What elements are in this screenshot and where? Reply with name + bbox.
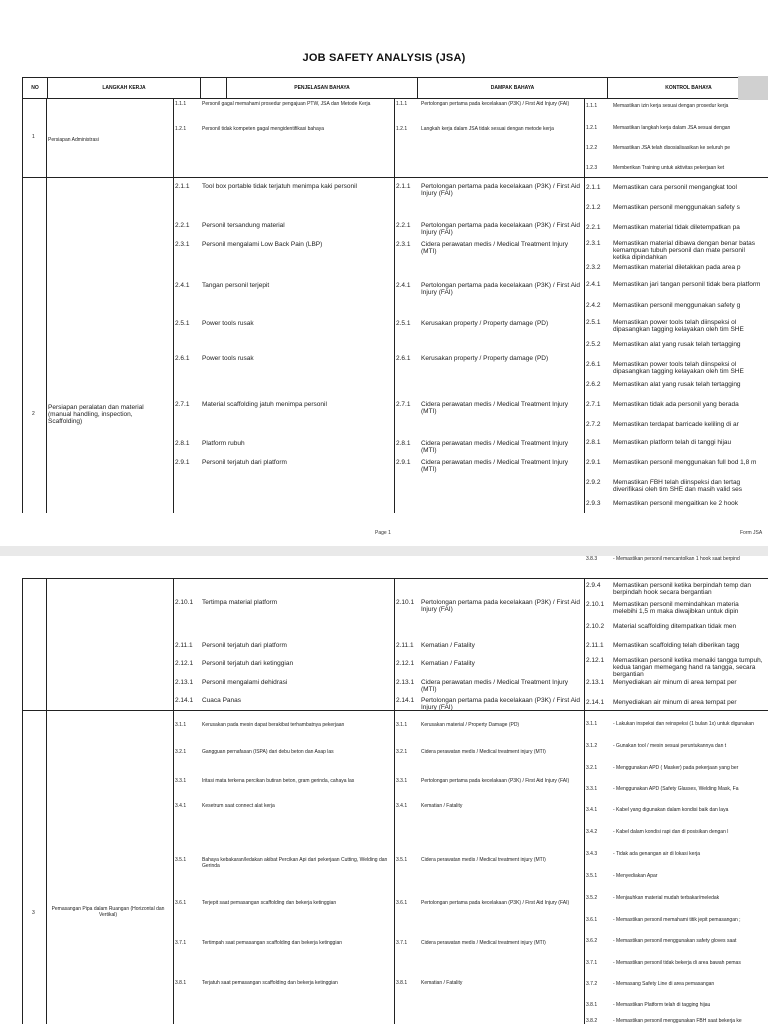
impact-number: 2.11.1 bbox=[396, 642, 414, 649]
impact-number: 2.5.1 bbox=[396, 320, 411, 327]
impact-number: 1.2.1 bbox=[396, 126, 408, 132]
control-number: 3.6.2 bbox=[586, 938, 598, 944]
section-step: Persiapan peralatan dan material (manual handling, inspection, Scaffolding) bbox=[48, 404, 144, 425]
impact-text: Kematian / Fatality bbox=[421, 660, 475, 667]
control-text: Menyediakan air minum di area tempat per bbox=[613, 699, 737, 706]
control-number: 2.10.2 bbox=[586, 623, 605, 630]
hazard-number: 2.11.1 bbox=[175, 642, 193, 649]
grid-line bbox=[46, 578, 47, 1024]
document-title: JOB SAFETY ANALYSIS (JSA) bbox=[302, 52, 466, 64]
hazard-text: Personil mengalami dehidrasi bbox=[202, 679, 288, 686]
control-text: - Memasang Safety Line di area pemasangan bbox=[613, 981, 715, 987]
table-header bbox=[22, 77, 768, 99]
hazard-number: 2.14.1 bbox=[175, 697, 194, 704]
control-text: - Memastikan personil menggunakan FBH saat bekerja ke bbox=[613, 1018, 742, 1024]
control-text: Memastikan JSA telah disosialisasikan ke seluruh pe bbox=[613, 145, 731, 151]
control-text: Memastikan izin kerja sesuai dengan prosedur kerja bbox=[613, 103, 729, 109]
impact-number: 3.1.1 bbox=[396, 722, 408, 728]
grid-line bbox=[584, 99, 585, 513]
section-no: 2 bbox=[32, 411, 35, 417]
hazard-number: 2.9.1 bbox=[175, 459, 190, 466]
control-text: Material scaffolding ditempatkan tidak men bbox=[613, 623, 737, 630]
hazard-text: Material scaffolding jatuh menimpa personil bbox=[202, 401, 327, 408]
control-number: 3.3.1 bbox=[586, 786, 598, 792]
hazard-text: Power tools rusak bbox=[202, 355, 254, 362]
control-text: Memastikan personil menggunakan safety s bbox=[613, 204, 740, 211]
impact-number: 1.1.1 bbox=[396, 101, 408, 107]
control-text: Memastikan terdapat barricade keliling di ar bbox=[613, 421, 739, 428]
hazard-number: 2.13.1 bbox=[175, 679, 194, 686]
impact-text: Cidera perawatan medis / Medical Treatment Injury (MTI) bbox=[421, 401, 569, 415]
control-number: 2.6.2 bbox=[586, 381, 601, 388]
control-text: Memastikan personil ketika berpindah temp dan berpindah hook secara bergantian bbox=[613, 582, 752, 596]
hazard-text: Gangguan pernafasan (ISPA) dari debu beton dan Asap las bbox=[202, 749, 334, 755]
impact-number: 3.8.1 bbox=[396, 980, 408, 986]
control-text: - Menggunakan APD ( Masker) pada pekerjaan yang ber bbox=[613, 765, 739, 771]
impact-number: 3.2.1 bbox=[396, 749, 408, 755]
control-text: - Kabel yang digunakan dalam kondisi baik dan laya bbox=[613, 807, 729, 813]
control-number: 2.6.1 bbox=[586, 361, 601, 368]
grid-line bbox=[22, 578, 23, 1024]
hazard-text: Personil tersandung material bbox=[202, 222, 285, 229]
control-text: - Menjauhkan material mudah terbakar/meledak bbox=[613, 895, 720, 901]
control-number: 2.9.3 bbox=[586, 500, 601, 507]
impact-number: 2.4.1 bbox=[396, 282, 411, 289]
hazard-number: 1.2.1 bbox=[175, 126, 187, 132]
control-number: 3.5.2 bbox=[586, 895, 598, 901]
impact-text: Cidera perawatan medis / Medical treatment injury (MTI) bbox=[421, 940, 546, 946]
control-text: - Kabel dalam kondisi rapi dan di posisikan dengan l bbox=[613, 829, 729, 835]
control-number: 2.1.1 bbox=[586, 184, 601, 191]
impact-text: Cidera perawatan medis / Medical treatment injury (MTI) bbox=[421, 749, 546, 755]
hazard-number: 2.1.1 bbox=[175, 183, 190, 190]
hazard-text: Tangan personil terjepit bbox=[202, 282, 270, 289]
control-number: 2.5.2 bbox=[586, 341, 601, 348]
section-divider bbox=[22, 177, 768, 178]
impact-number: 3.6.1 bbox=[396, 900, 408, 906]
impact-number: 2.13.1 bbox=[396, 679, 415, 686]
control-number: 3.4.3 bbox=[586, 851, 598, 857]
control-number: 3.8.2 bbox=[586, 1018, 598, 1024]
control-text: Memastikan power tools telah diinspeksi ol dipasangkan tagging kelayakan oleh tim SHE bbox=[613, 319, 744, 333]
control-text: Memastikan material tidak diletempatkan pa bbox=[613, 224, 740, 231]
control-number: 2.9.1 bbox=[586, 459, 601, 466]
section-no: 1 bbox=[32, 134, 35, 140]
form-label: Form JSA bbox=[740, 530, 763, 536]
hazard-number: 3.1.1 bbox=[175, 722, 187, 728]
grid-line bbox=[22, 99, 23, 513]
header-kontrol-bahaya: KONTROL BAHAYA bbox=[665, 85, 712, 91]
control-number: 2.13.1 bbox=[586, 679, 605, 686]
header-blank bbox=[201, 78, 227, 98]
impact-text: Langkah kerja dalam JSA tidak sesuai dengan metode kerja bbox=[421, 126, 554, 132]
control-text: Memastikan tidak ada personil yang berada bbox=[613, 401, 739, 408]
impact-number: 2.3.1 bbox=[396, 241, 411, 248]
hazard-number: 2.5.1 bbox=[175, 320, 190, 327]
hazard-text: Kesetrum saat connect alat kerja bbox=[202, 803, 275, 809]
control-text: Memastikan power tools telah diinspeksi ol dipasangkan tagging kelayakan oleh tim SHE bbox=[613, 361, 744, 375]
control-text: - Menggunakan APD (Safety Glasses, Welding Mask, Fa bbox=[613, 786, 739, 792]
impact-number: 2.8.1 bbox=[396, 440, 411, 447]
control-text: Memastikan alat yang rusak telah tertagging bbox=[613, 381, 741, 388]
header-langkah-kerja: LANGKAH KERJA bbox=[48, 78, 201, 98]
control-number: 3.6.1 bbox=[586, 917, 598, 923]
hazard-text: Personil terjatuh dari platform bbox=[202, 642, 287, 649]
hazard-number: 2.4.1 bbox=[175, 282, 190, 289]
hazard-number: 3.5.1 bbox=[175, 857, 187, 863]
control-text: Memastikan personil ketika menaiki tangga tumpuh, kedua tangan memegang hand ra tangga, secara bergantian bbox=[613, 657, 763, 678]
control-text: Memastikan langkah kerja dalam JSA sesuai dengan bbox=[613, 125, 731, 131]
control-text: - Memastikan personil mencantolkan 1 hook saat berpind bbox=[613, 556, 740, 562]
control-number: 3.4.2 bbox=[586, 829, 598, 835]
control-number: 2.9.2 bbox=[586, 479, 601, 486]
hazard-text: Tool box portable tidak terjatuh menimpa kaki personil bbox=[202, 183, 358, 190]
hazard-text: Terjatuh saat pemasangan scaffolding dan bekerja ketinggian bbox=[202, 980, 338, 986]
impact-number: 3.5.1 bbox=[396, 857, 408, 863]
control-number: 2.12.1 bbox=[586, 657, 605, 664]
impact-text: Kerusakan property / Property damage (PD) bbox=[421, 355, 549, 362]
header-no: NO bbox=[23, 78, 48, 98]
hazard-text: Personil tidak kompeten gagal mengidentifikasi bahaya bbox=[202, 126, 325, 132]
control-number: 2.8.1 bbox=[586, 439, 601, 446]
control-number: 3.1.2 bbox=[586, 743, 598, 749]
control-number: 3.7.2 bbox=[586, 981, 598, 987]
control-text: Menyediakan air minum di area tempat per bbox=[613, 679, 737, 686]
impact-number: 2.9.1 bbox=[396, 459, 411, 466]
impact-text: Pertolongan pertama pada kecelakaan (P3K) / First Aid Injury (FAI) bbox=[421, 697, 580, 711]
control-text: - Lakukan inspeksi dan reinspeksi (1 bulan 1x) untuk digunakan bbox=[613, 721, 754, 727]
control-number: 1.2.2 bbox=[586, 145, 598, 151]
impact-text: Cidera perawatan medis / Medical Treatment Injury (MTI) bbox=[421, 679, 569, 693]
hazard-number: 3.3.1 bbox=[175, 778, 187, 784]
control-number: 3.7.1 bbox=[586, 960, 598, 966]
hazard-number: 3.2.1 bbox=[175, 749, 187, 755]
control-number: 3.5.1 bbox=[586, 873, 598, 879]
hazard-number: 3.7.1 bbox=[175, 940, 187, 946]
hazard-text: Platform rubuh bbox=[202, 440, 245, 447]
control-text: Memastikan material dibawa dengan benar batas kemampuan tubuh personil dan mate personil ketika dipindahkan bbox=[613, 240, 756, 261]
control-text: Memastikan platform telah di tanggi hijau bbox=[613, 439, 732, 446]
control-text: Memastikan scaffolding telah diberikan tagg bbox=[613, 642, 740, 649]
control-number: 2.5.1 bbox=[586, 319, 601, 326]
control-text: - Gunakan tool / mesin sesuai peruntukannya dan t bbox=[613, 743, 727, 749]
section-no: 3 bbox=[32, 910, 35, 916]
impact-number: 2.1.1 bbox=[396, 183, 411, 190]
control-number: 3.1.1 bbox=[586, 721, 598, 727]
section-step: Persiapan Administrasi bbox=[48, 137, 99, 143]
impact-text: Kematian / Fatality bbox=[421, 642, 475, 649]
control-text: - Memastikan personil menggunakan safety gloves saat bbox=[613, 938, 737, 944]
section-divider bbox=[22, 710, 768, 711]
impact-text: Pertolongan pertama pada kecelakaan (P3K) / First Aid Injury (FAI) bbox=[421, 900, 570, 906]
hazard-text: Personil mengalami Low Back Pain (LBP) bbox=[202, 241, 323, 248]
impact-number: 2.14.1 bbox=[396, 697, 415, 704]
impact-text: Kematian / Fatality bbox=[421, 980, 463, 986]
hazard-text: Terjepit saat pemasangan scaffolding dan bekerja ketinggian bbox=[202, 900, 337, 906]
impact-number: 2.7.1 bbox=[396, 401, 411, 408]
control-text: - Memastikan personil tidak bekerja di area bawah pemas bbox=[613, 960, 741, 966]
control-number: 2.10.1 bbox=[586, 601, 605, 608]
hazard-text: Tertimpah saat pemasangan scaffolding dan bekerja ketinggian bbox=[202, 940, 342, 946]
hazard-number: 3.8.1 bbox=[175, 980, 187, 986]
impact-number: 3.7.1 bbox=[396, 940, 408, 946]
control-text: - Menyediakan Apar bbox=[613, 873, 658, 879]
control-number: 2.4.1 bbox=[586, 281, 601, 288]
control-text: Memastikan personil menggunakan full bod 1,8 m bbox=[613, 459, 757, 466]
header-dampak-bahaya: DAMPAK BAHAYA bbox=[418, 78, 608, 98]
impact-text: Pertolongan pertama pada kecelakaan (P3K) / First Aid Injury (FAI) bbox=[421, 599, 580, 613]
control-text: Memastikan personil memindahkan materia melebihi 1,5 m maka diwajibkan untuk dipin bbox=[613, 601, 739, 615]
hazard-number: 2.8.1 bbox=[175, 440, 190, 447]
hazard-number: 2.7.1 bbox=[175, 401, 190, 408]
control-number: 2.7.1 bbox=[586, 401, 601, 408]
control-text: - Memastikan personil memahami titik jepit pemasangan ; bbox=[613, 917, 741, 923]
impact-number: 2.2.1 bbox=[396, 222, 411, 229]
hazard-number: 1.1.1 bbox=[175, 101, 187, 107]
control-number: 2.3.2 bbox=[586, 264, 601, 271]
control-text: Memastikan FBH telah diinspeksi dan tertag diverifikasi oleh tim SHE dan masih valid ses bbox=[613, 479, 742, 493]
control-number: 3.2.1 bbox=[586, 765, 598, 771]
control-number: 2.11.1 bbox=[586, 642, 604, 649]
impact-text: Pertolongan pertama pada kecelakaan (P3K) / First Aid Injury (FAI) bbox=[421, 282, 580, 296]
control-text: Memastikan alat yang rusak telah tertagging bbox=[613, 341, 741, 348]
page-number: Page 1 bbox=[375, 530, 391, 536]
control-text: Memastikan jari tangan personil tidak bera platform bbox=[613, 281, 761, 288]
control-number: 3.8.3 bbox=[586, 556, 598, 562]
grid-line bbox=[584, 578, 585, 1024]
grid-line bbox=[173, 578, 174, 1024]
hazard-text: Cuaca Panas bbox=[202, 697, 242, 704]
gray-margin bbox=[738, 76, 768, 100]
hazard-number: 2.2.1 bbox=[175, 222, 190, 229]
impact-text: Cidera perawatan medis / Medical Treatment Injury (MTI) bbox=[421, 459, 569, 473]
control-number: 2.3.1 bbox=[586, 240, 601, 247]
page-top-border bbox=[22, 578, 768, 579]
impact-number: 3.4.1 bbox=[396, 803, 408, 809]
impact-text: Kerusakan material / Property Damage (PD) bbox=[421, 722, 520, 728]
hazard-text: Personil terjatuh dari platform bbox=[202, 459, 287, 466]
control-text: Memberikan Training untuk aktivitas pekerjaan ket bbox=[613, 165, 725, 171]
hazard-text: Iritasi mata terkena percikan butiran beton, gram gerinda, cahaya las bbox=[202, 778, 355, 784]
section-step: Pemasangan Pipa dalam Ruangan (Horizontal dan Vertikal) bbox=[51, 906, 165, 918]
grid-line bbox=[46, 99, 47, 513]
hazard-text: Power tools rusak bbox=[202, 320, 254, 327]
hazard-number: 2.6.1 bbox=[175, 355, 190, 362]
hazard-number: 3.6.1 bbox=[175, 900, 187, 906]
impact-text: Pertolongan pertama pada kecelakaan (P3K) / First Aid Injury (FAI) bbox=[421, 101, 570, 107]
control-number: 2.1.2 bbox=[586, 204, 601, 211]
impact-text: Cidera perawatan medis / Medical Treatment Injury (MTI) bbox=[421, 241, 569, 255]
control-text: Memastikan personil menggunakan safety g bbox=[613, 302, 741, 309]
control-number: 2.4.2 bbox=[586, 302, 601, 309]
grid-line bbox=[394, 578, 395, 1024]
hazard-number: 3.4.1 bbox=[175, 803, 187, 809]
control-number: 3.4.1 bbox=[586, 807, 598, 813]
header-penjelasan-bahaya: PENJELASAN BAHAYA bbox=[227, 78, 418, 98]
impact-text: Cidera perawatan medis / Medical treatment injury (MTI) bbox=[421, 857, 546, 863]
control-text: Memastikan personil mengaitkan ke 2 hook bbox=[613, 500, 739, 507]
hazard-number: 2.10.1 bbox=[175, 599, 194, 606]
impact-number: 2.6.1 bbox=[396, 355, 411, 362]
hazard-text: Bahaya kebakaran/ledakan akibat Percikan Api dari pekerjaan Cutting, Welding dan Gerinda bbox=[202, 857, 388, 869]
control-number: 2.2.1 bbox=[586, 224, 601, 231]
hazard-number: 2.3.1 bbox=[175, 241, 190, 248]
control-number: 3.8.1 bbox=[586, 1002, 598, 1008]
control-number: 1.2.3 bbox=[586, 165, 598, 171]
impact-text: Pertolongan pertama pada kecelakaan (P3K) / First Aid Injury (FAI) bbox=[421, 183, 580, 197]
impact-text: Pertolongan pertama pada kecelakaan (P3K) / First Aid Injury (FAI) bbox=[421, 778, 570, 784]
control-number: 2.9.4 bbox=[586, 582, 601, 589]
impact-text: Kematian / Fatality bbox=[421, 803, 463, 809]
impact-text: Cidera perawatan medis / Medical Treatment Injury (MTI) bbox=[421, 440, 569, 454]
impact-text: Pertolongan pertama pada kecelakaan (P3K) / First Aid Injury (FAI) bbox=[421, 222, 580, 236]
grid-line bbox=[394, 99, 395, 513]
control-number: 1.1.1 bbox=[586, 103, 598, 109]
impact-number: 2.10.1 bbox=[396, 599, 415, 606]
document-page-2 bbox=[0, 556, 768, 1024]
control-text: Memastikan cara personil mengangkat tool bbox=[613, 184, 737, 191]
impact-number: 2.12.1 bbox=[396, 660, 415, 667]
control-text: Memastikan material diletakkan pada area p bbox=[613, 264, 741, 271]
control-text: - Memastikan Platform telah di tagging hijau bbox=[613, 1002, 711, 1008]
grid-line bbox=[173, 99, 174, 513]
impact-number: 3.3.1 bbox=[396, 778, 408, 784]
control-number: 2.14.1 bbox=[586, 699, 605, 706]
control-number: 2.7.2 bbox=[586, 421, 601, 428]
control-number: 1.2.1 bbox=[586, 125, 598, 131]
hazard-text: Personil gagal memahami prosedur pengajuan PTW, JSA dan Metode Kerja bbox=[202, 101, 371, 107]
impact-text: Kerusakan property / Property damage (PD) bbox=[421, 320, 549, 327]
hazard-text: Kerusakan pada mesin dapat berakibat terhambatnya pekerjaan bbox=[202, 722, 345, 728]
hazard-text: Tertimpa material platform bbox=[202, 599, 278, 606]
hazard-number: 2.12.1 bbox=[175, 660, 194, 667]
control-text: - Tidak ada genangan air di lokasi kerja bbox=[613, 851, 700, 857]
hazard-text: Personil terjatuh dari ketinggian bbox=[202, 660, 294, 667]
